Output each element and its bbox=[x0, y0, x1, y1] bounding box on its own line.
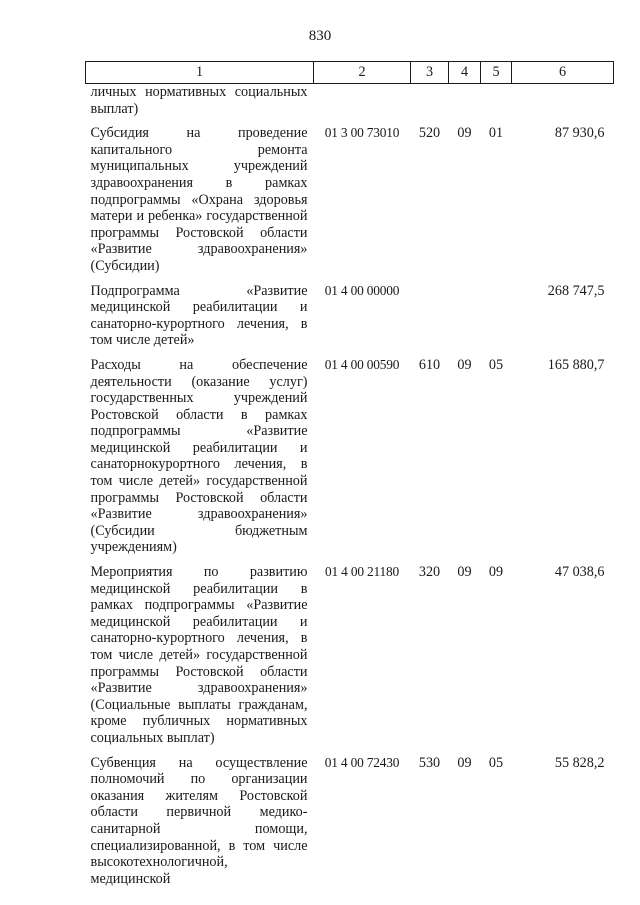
table-row bbox=[86, 125, 614, 282]
row-code: 01 4 00 21180 bbox=[325, 564, 399, 580]
row-description: Мероприятия по развитию медицинской реабилитации в рамках подпрограммы «Развитие медицинской реабилитации и санаторно-курортного лечения, в том числе детей» государственной программы Ростовской области «Развитие здравоохранения» (Социальные выплаты гражданам, кроме публичных нормативных социальных выплат) bbox=[90, 564, 308, 746]
row-section: 09 bbox=[457, 754, 472, 771]
table-row bbox=[86, 283, 614, 357]
row-code: 01 4 00 72430 bbox=[324, 754, 400, 770]
header-col-6: 6 bbox=[512, 62, 614, 84]
header-col-1: 1 bbox=[86, 62, 314, 84]
row-code: 01 4 00 00590 bbox=[324, 356, 400, 372]
row-code: 01 4 00 00000 bbox=[324, 282, 400, 298]
row-code: 01 3 00 73010 bbox=[324, 125, 400, 141]
row-description: Подпрограмма «Развитие медицинской реабилитации и санаторно-курортного лечения, в том числе детей» bbox=[90, 282, 308, 349]
table-row bbox=[86, 755, 614, 896]
table-row bbox=[86, 357, 614, 564]
row-form-division: 320 bbox=[418, 564, 441, 581]
budget-table bbox=[85, 61, 614, 895]
row-subsection: 09 bbox=[488, 564, 504, 581]
header-col-2: 2 bbox=[314, 62, 411, 84]
row-section bbox=[449, 283, 481, 357]
header-col-5: 5 bbox=[481, 62, 512, 84]
table-row bbox=[86, 84, 614, 126]
row-description: Субсидия на проведение капитального ремонта муниципальных учреждений здравоохранения в рамках подпрограммы «Охрана здоровья матери и ребенка» государственной программы Ростовской области «Развитие здравоохранения» (Субсидии) bbox=[90, 125, 308, 274]
row-amount: 55 828,2 bbox=[554, 754, 605, 771]
table-row bbox=[86, 564, 614, 755]
row-section: 09 bbox=[457, 125, 472, 142]
row-description: Расходы на обеспечение деятельности (оказание услуг) государственных учреждений Ростовской области в рамках подпрограммы «Развитие медицинской реабилитации и санаторнокурортного лечения, в том числе детей» государственной программы Ростовской области «Развитие здравоохранения» (Субсидии бюджетным учреждениям) bbox=[90, 356, 308, 556]
table-header bbox=[86, 62, 614, 84]
row-form-division bbox=[411, 84, 449, 126]
row-form-division bbox=[411, 283, 449, 357]
row-subsection bbox=[481, 84, 512, 126]
row-amount: 268 747,5 bbox=[547, 282, 605, 299]
row-code bbox=[314, 84, 411, 126]
row-subsection bbox=[481, 283, 512, 357]
row-section: 09 bbox=[457, 564, 472, 581]
header-col-4: 4 bbox=[449, 62, 481, 84]
row-form-division: 610 bbox=[418, 356, 441, 373]
page-number: 830 bbox=[308, 28, 332, 44]
row-form-division: 520 bbox=[418, 125, 441, 142]
row-amount: 47 038,6 bbox=[554, 564, 605, 581]
row-description: личных нормативных социальных выплат) bbox=[90, 84, 308, 117]
row-subsection: 05 bbox=[488, 754, 504, 771]
row-description: Субвенция на осуществление полномочий по организации оказания жителям Ростовской области первичной медико-санитарной помощи, специализированной, в том числе высокотехнологичной, медицинской bbox=[90, 754, 308, 887]
row-amount bbox=[512, 84, 614, 126]
row-amount: 87 930,6 bbox=[554, 125, 605, 142]
row-form-division: 530 bbox=[418, 754, 441, 771]
header-row bbox=[86, 62, 614, 84]
row-section: 09 bbox=[457, 356, 472, 373]
header-col-3: 3 bbox=[411, 62, 449, 84]
row-subsection: 01 bbox=[488, 125, 504, 142]
row-amount: 165 880,7 bbox=[547, 356, 605, 373]
row-subsection: 05 bbox=[488, 356, 504, 373]
row-section bbox=[449, 84, 481, 126]
